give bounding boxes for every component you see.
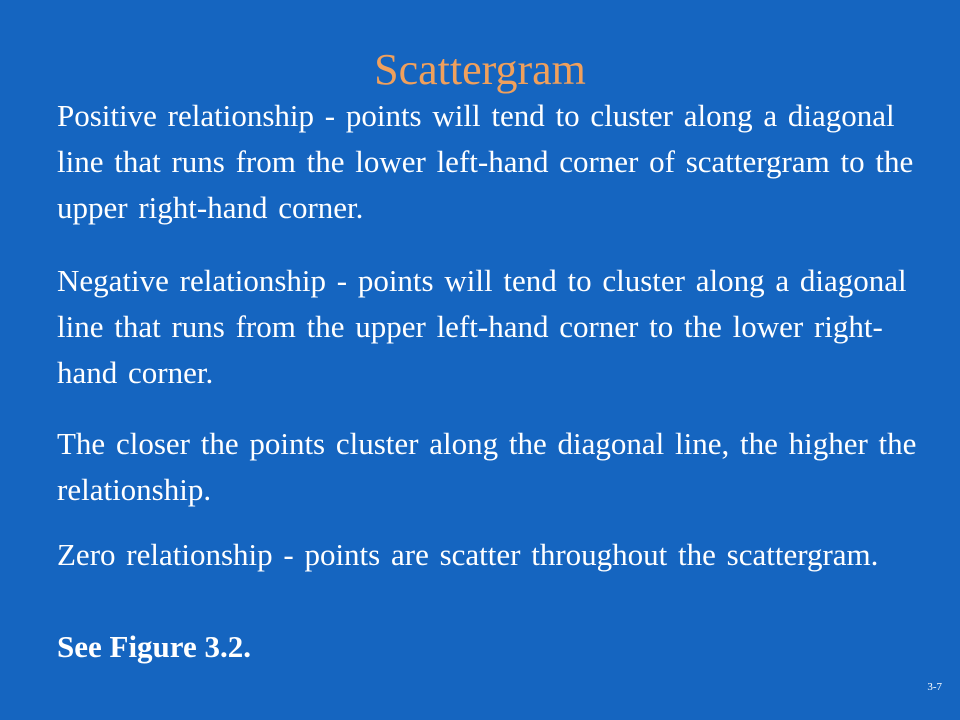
- figure-reference: See Figure 3.2.: [57, 629, 252, 664]
- slide-title: Scattergram: [374, 45, 586, 94]
- zero-relationship-paragraph: Zero relationship - points are scatter throughout the scattergram.: [57, 537, 879, 572]
- page-number: 3-7: [927, 681, 942, 693]
- positive-relationship-paragraph: Positive relationship - points will tend to cluster along a diagonal line that runs from the lower left-hand corner of scattergram to the upper right-hand corner.: [57, 98, 914, 225]
- negative-relationship-paragraph: Negative relationship - points will tend to cluster along a diagonal line that runs from the upper left-hand corner to the lower right-hand corner.: [57, 263, 907, 390]
- closer-points-paragraph: The closer the points cluster along the diagonal line, the higher the relationship.: [57, 426, 917, 507]
